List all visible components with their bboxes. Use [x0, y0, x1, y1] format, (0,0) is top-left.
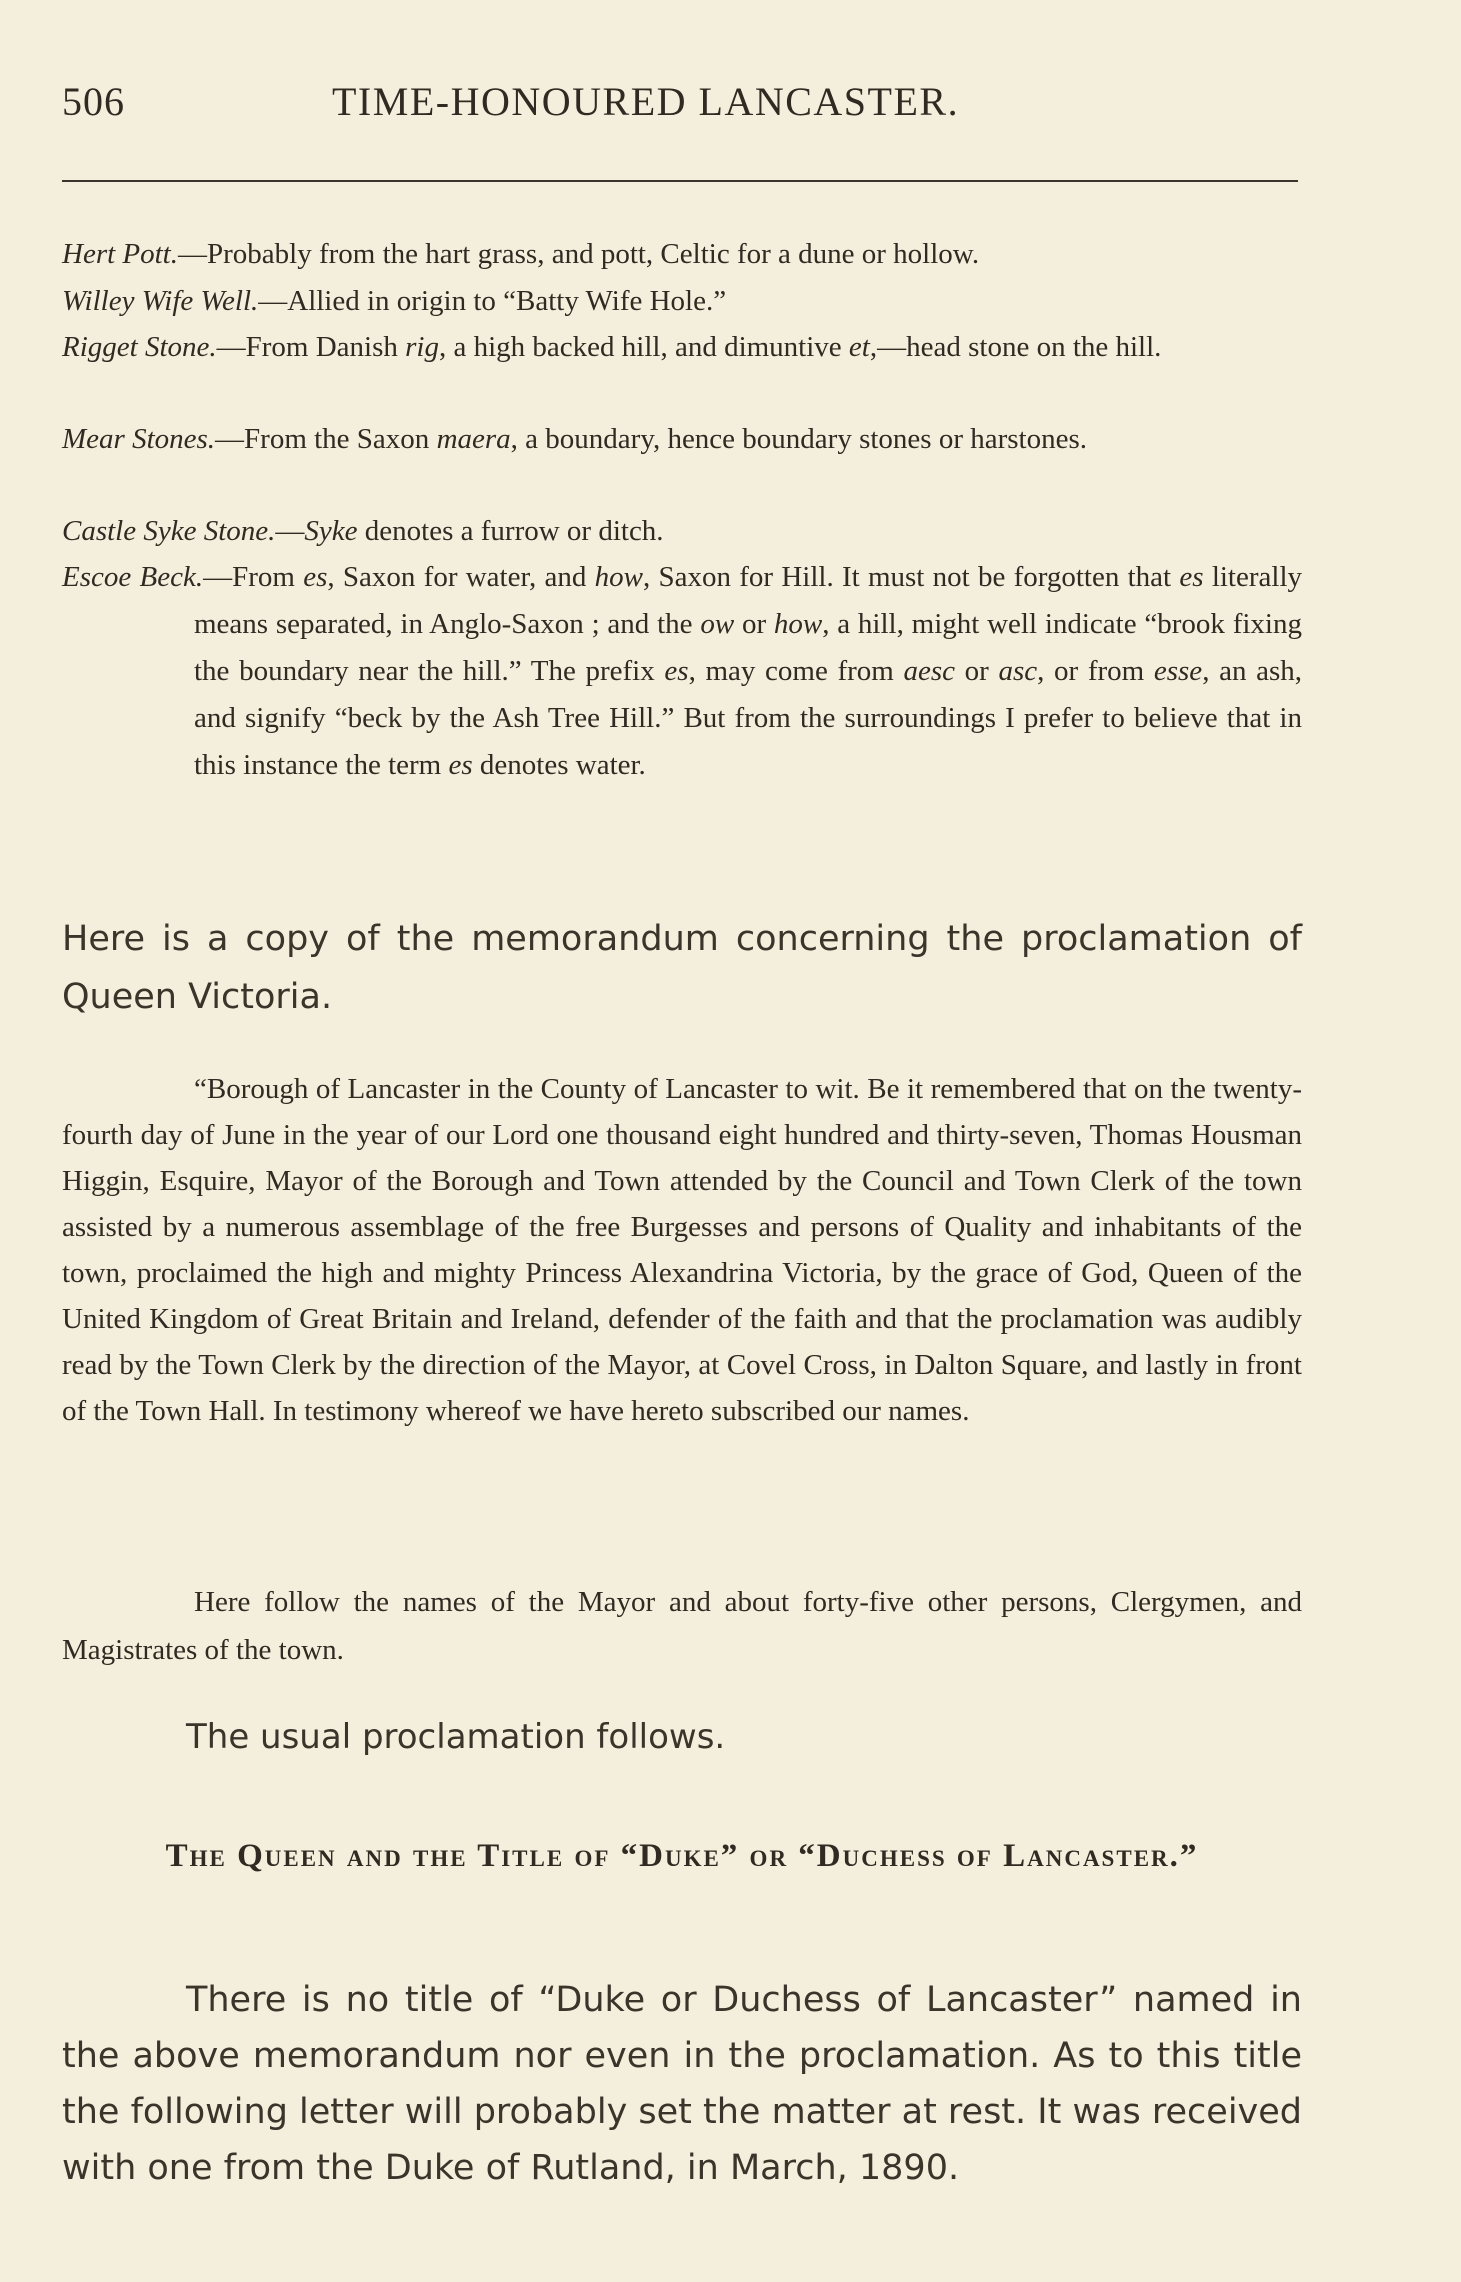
glossary-term: Castle Syke Stone. [62, 515, 276, 547]
glossary-term: Rigget Stone. [62, 331, 217, 363]
closing-paragraph: There is no title of “Duke or Duchess of Lancaster” named in the above memorandum nor even in the proclamation. As to this title the following letter will probably set the matter at rest. It was received with one from the Duke of Rutland, in March, 1890. [62, 1980, 1303, 2188]
intro-paragraph: Here is a copy of the memorandum concerning the proclamation of Queen Victoria. [62, 919, 1302, 1017]
page-header [62, 78, 1302, 128]
glossary-term: Escoe Beck. [62, 561, 204, 593]
glossary-term: Hert Pott. [62, 238, 178, 270]
glossary-entry: Escoe Beck.—From es, Saxon for water, and how, Saxon for Hill. It must not be forgotten that es literally means separated, in Anglo-Saxon ; and the ow or how, a hill, might well indicate “brook fixing the boundary near the hill.” The prefix es, may come from aesc or asc, or from esse, an ash, and signify “beck by the Ash Tree Hill.” But from the surroundings I prefer to believe that in this instance the term es denotes water. [62, 561, 1303, 781]
glossary-entry: Castle Syke Stone.—Syke denotes a furrow or ditch. [62, 515, 664, 547]
glossary-entry: Willey Wife Well.—Allied in origin to “Batty Wife Hole.” [62, 285, 727, 317]
glossary-term: Willey Wife Well. [62, 285, 259, 317]
usual-proclamation-line: The usual proclamation follows. [186, 1717, 726, 1757]
running-title: TIME-HONOURED LANCASTER. [332, 79, 960, 124]
memorandum-quote: “Borough of Lancaster in the County of Lancaster to wit. Be it remembered that on the twenty-fourth day of June in the year of our Lord one thousand eight hundred and thirty-seven, Thomas Housman Higgin, Esquire, Mayor of the Borough and Town attended by the Council and Town Clerk of the town assisted by a numerous assemblage of the free Burgesses and persons of Quality and inhabitants of the town, proclaimed the high and mighty Princess Alexandrina Victoria, by the grace of God, Queen of the United Kingdom of Great Britain and Ireland, defender of the faith and that the proclamation was audibly read by the Town Clerk by the direction of the Mayor, at Covel Cross, in Dalton Square, and lastly in front of the Town Hall. In testimony whereof we have hereto subscribed our names. [62, 1073, 1302, 1427]
glossary-entry: Hert Pott.—Probably from the hart grass, and pott, Celtic for a dune or hollow. [62, 238, 980, 270]
page-number: 506 [62, 79, 125, 124]
names-note: Here follow the names of the Mayor and about forty-five other persons, Clergymen, and Magistrates of the town. [62, 1586, 1302, 1666]
glossary-entry: Rigget Stone.—From Danish rig, a high backed hill, and dimuntive et,—head stone on the hill. [62, 331, 1162, 363]
section-heading: The Queen and the Title of “Duke” or “Duchess of Lancaster.” [165, 1838, 1199, 1874]
header-rule [62, 180, 1298, 182]
glossary-entry: Mear Stones.—From the Saxon maera, a boundary, hence boundary stones or harstones. [62, 423, 1088, 455]
glossary-term: Mear Stones. [62, 423, 216, 455]
